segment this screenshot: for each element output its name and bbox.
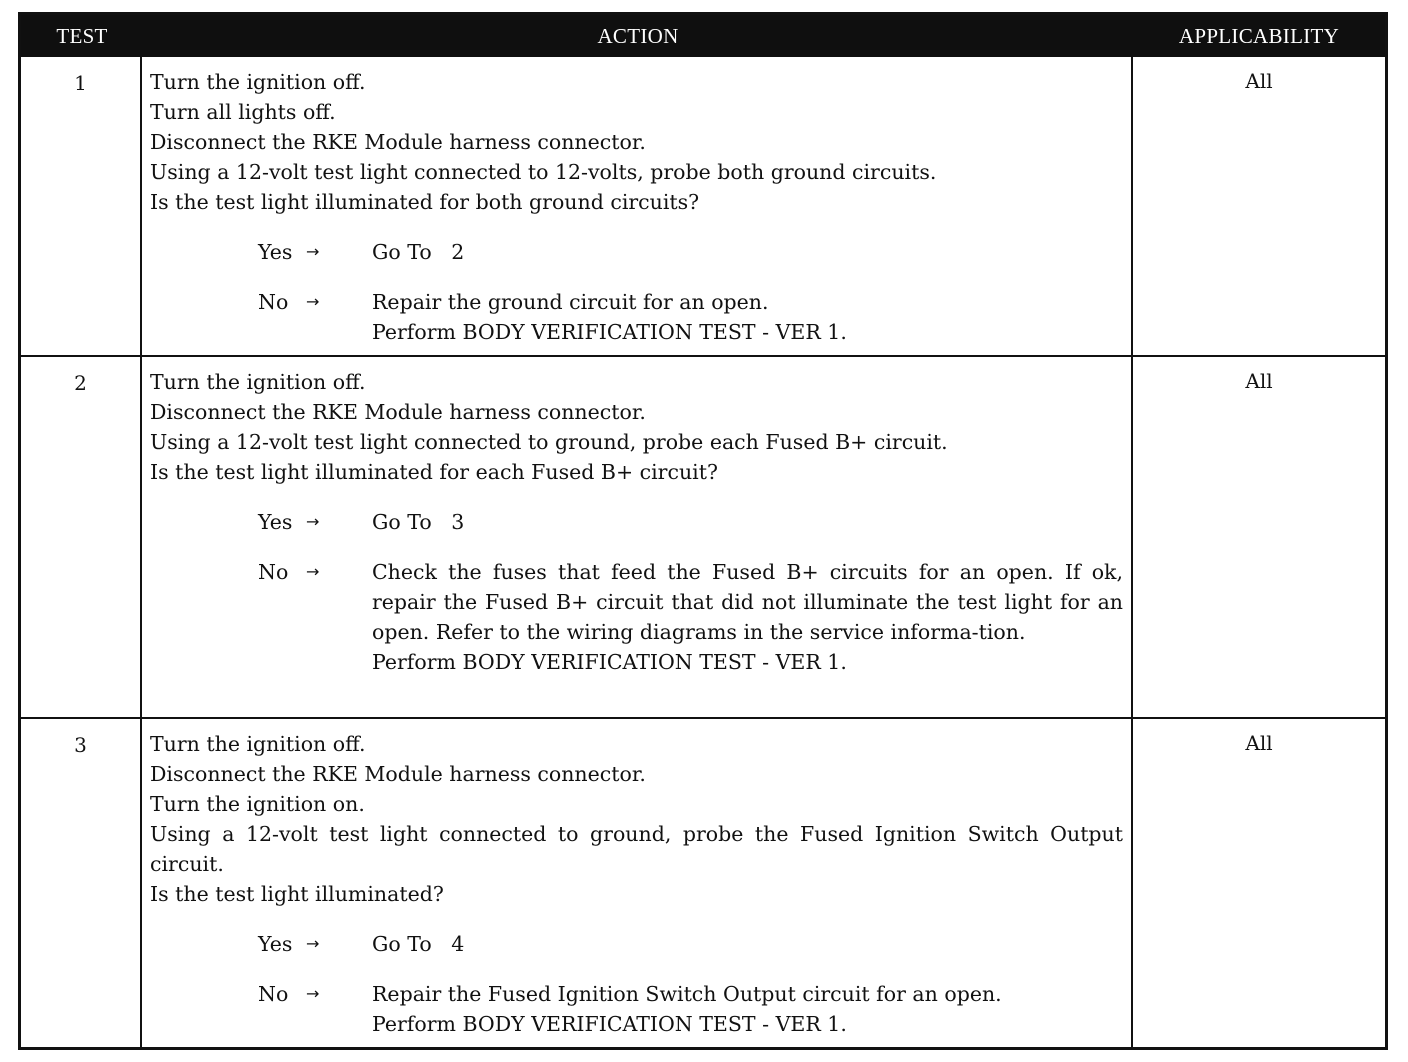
action-step: Disconnect the RKE Module harness connector.	[150, 762, 646, 786]
test-number: 2	[21, 357, 142, 717]
right-arrow-icon: →	[306, 984, 320, 1003]
action-step: Turn the ignition off.	[150, 732, 366, 756]
no-result-text: Check the fuses that feed the Fused B+ circuits for an open. If ok, repair the Fused B+ circuit that did not illuminate the test light for an open. Refer to the wiring diagrams in the service informa-tion.	[372, 560, 1123, 644]
header-action: ACTION	[597, 23, 679, 48]
right-arrow-icon: →	[306, 242, 320, 261]
outcomes	[150, 237, 1123, 347]
test-applicability: All	[1245, 731, 1273, 755]
right-arrow-icon: →	[306, 562, 320, 581]
no-result	[372, 979, 1123, 1039]
test-number: 3	[21, 719, 142, 1050]
no-outcome	[258, 557, 1123, 677]
yes-label: Yes	[258, 932, 293, 956]
header-applicability: APPLICABILITY	[1178, 23, 1340, 48]
no-label: No	[258, 982, 289, 1006]
action-step: Disconnect the RKE Module harness connector.	[150, 400, 646, 424]
right-arrow-icon: →	[306, 934, 320, 953]
outcomes	[150, 507, 1123, 677]
no-label: No	[258, 560, 289, 584]
action-step: Is the test light illuminated for each Fused B+ circuit?	[150, 460, 718, 484]
action-step: Using a 12-volt test light connected to 12-volts, probe both ground circuits.	[150, 160, 937, 184]
right-arrow-icon: →	[306, 292, 320, 311]
outcomes	[150, 929, 1123, 1039]
right-arrow-icon: →	[306, 512, 320, 531]
table-header	[21, 15, 1385, 57]
yes-label: Yes	[258, 240, 293, 264]
test-row-2	[21, 357, 1385, 719]
test-applicability: All	[1245, 69, 1273, 93]
verification-instruction: Perform BODY VERIFICATION TEST - VER 1.	[372, 320, 847, 344]
no-outcome	[258, 979, 1123, 1039]
action-step: Is the test light illuminated for both ground circuits?	[150, 190, 700, 214]
yes-label: Yes	[258, 510, 293, 534]
test-action	[142, 719, 1133, 1050]
no-outcome	[258, 287, 1123, 347]
no-result	[372, 287, 1123, 347]
action-step: Turn the ignition on.	[150, 792, 365, 816]
yes-outcome	[258, 929, 1123, 959]
test-row-1	[21, 57, 1385, 357]
test-action	[142, 357, 1133, 717]
action-step: Using a 12-volt test light connected to ground, probe the Fused Ignition Switch Output circuit.	[150, 822, 1123, 876]
test-row-3	[21, 719, 1385, 1050]
action-step: Turn all lights off.	[150, 100, 336, 124]
no-result-text: Repair the ground circuit for an open.	[372, 290, 769, 314]
no-label: No	[258, 290, 289, 314]
action-step: Disconnect the RKE Module harness connector.	[150, 130, 646, 154]
yes-outcome	[258, 237, 1123, 267]
action-step: Is the test light illuminated?	[150, 882, 444, 906]
test-action	[142, 57, 1133, 355]
verification-instruction: Perform BODY VERIFICATION TEST - VER 1.	[372, 1012, 847, 1036]
yes-result: Go To 2	[372, 240, 465, 264]
no-result-text: Repair the Fused Ignition Switch Output circuit for an open.	[372, 982, 1002, 1006]
verification-instruction: Perform BODY VERIFICATION TEST - VER 1.	[372, 650, 847, 674]
yes-result: Go To 4	[372, 932, 465, 956]
action-step: Turn the ignition off.	[150, 370, 366, 394]
yes-outcome	[258, 507, 1123, 537]
table-body	[21, 57, 1385, 1050]
yes-result: Go To 3	[372, 510, 465, 534]
action-step: Using a 12-volt test light connected to ground, probe each Fused B+ circuit.	[150, 430, 948, 454]
no-result	[372, 557, 1123, 677]
action-step: Turn the ignition off.	[150, 70, 366, 94]
test-number: 1	[21, 57, 142, 355]
diagnostic-table	[18, 12, 1388, 1050]
test-applicability: All	[1245, 369, 1273, 393]
header-test: TEST	[56, 23, 108, 48]
